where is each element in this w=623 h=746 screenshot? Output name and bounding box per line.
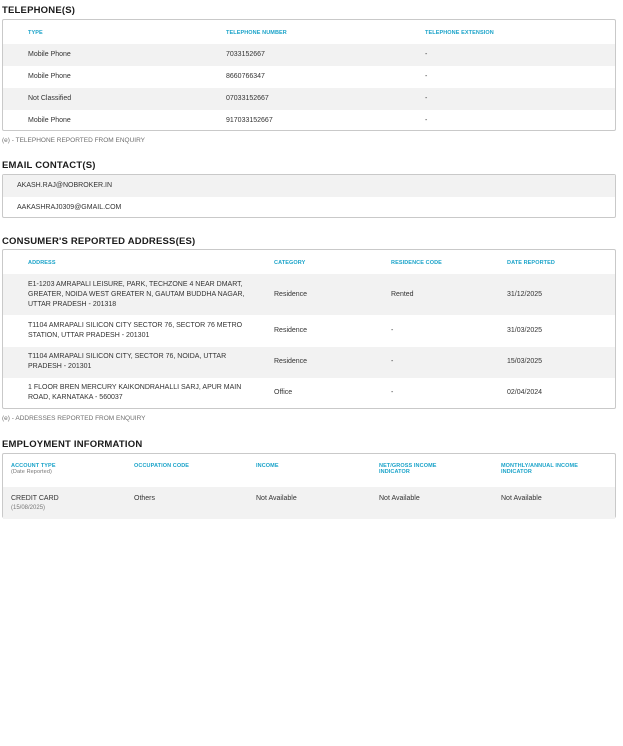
table-row bbox=[3, 378, 615, 409]
col-account-type: ACCOUNT TYPE (Date Reported) bbox=[11, 463, 56, 475]
phone-type: Not Classified bbox=[28, 95, 72, 102]
address-category: Residence bbox=[274, 327, 308, 334]
table-row bbox=[3, 315, 615, 347]
address-text: T1104 AMRAPALI SILICON CITY SECTOR 76, SECTOR 76 METRO STATION, UTTAR PRADESH - 201301 bbox=[28, 322, 243, 339]
telephones-table bbox=[2, 19, 616, 131]
list-item bbox=[3, 197, 615, 219]
address-date: 31/03/2025 bbox=[507, 327, 543, 334]
table-row bbox=[3, 110, 615, 132]
address-residence-code: - bbox=[391, 358, 394, 365]
addresses-table bbox=[2, 249, 616, 409]
employment-title: EMPLOYMENT INFORMATION bbox=[2, 439, 143, 450]
table-row bbox=[3, 347, 615, 378]
phone-type: Mobile Phone bbox=[28, 73, 71, 80]
address-date: 31/12/2025 bbox=[507, 291, 543, 298]
monthly-annual-income: Not Available bbox=[501, 495, 542, 502]
address-text: E1-1203 AMRAPALI LEISURE, PARK, TECHZONE 4 NEAR DMART, GREATER, NOIDA WEST GREATER N, GAUTAM BUDDHA NAGAR, UTTAR PRADESH - 201318 bbox=[28, 281, 245, 308]
phone-number: 917033152667 bbox=[226, 117, 273, 124]
phone-type: Mobile Phone bbox=[28, 51, 71, 58]
phone-number: 8660766347 bbox=[226, 73, 265, 80]
col-monthly-annual-income: MONTHLY/ANNUAL INCOME INDICATOR bbox=[501, 463, 578, 475]
col-type: TYPE bbox=[28, 30, 43, 36]
col-occupation-code: OCCUPATION CODE bbox=[134, 463, 190, 469]
addresses-title: CONSUMER'S REPORTED ADDRESS(ES) bbox=[2, 236, 196, 247]
employment-table bbox=[2, 453, 616, 518]
email-address: AAKASHRAJ0309@GMAIL.COM bbox=[17, 204, 122, 211]
address-residence-code: Rented bbox=[391, 291, 414, 298]
address-date: 02/04/2024 bbox=[507, 389, 543, 396]
phone-number: 07033152667 bbox=[226, 95, 269, 102]
phone-extension: - bbox=[425, 95, 428, 102]
email-address: AKASH.RAJ@NOBROKER.IN bbox=[17, 182, 113, 189]
col-net-gross-income: NET/GROSS INCOME INDICATOR bbox=[379, 463, 437, 475]
phone-type: Mobile Phone bbox=[28, 117, 71, 124]
telephones-title: TELEPHONE(S) bbox=[2, 5, 76, 16]
emails-table bbox=[2, 174, 616, 218]
col-residence-code: RESIDENCE CODE bbox=[391, 260, 442, 266]
address-category: Residence bbox=[274, 358, 308, 365]
telephones-note: (e) - TELEPHONE REPORTED FROM ENQUIRY bbox=[2, 137, 146, 144]
address-text: 1 FLOOR BREN MERCURY KAIKONDRAHALLI SARJ, APUR MAIN ROAD, KARNATAKA - 560037 bbox=[28, 384, 242, 401]
table-row bbox=[3, 487, 615, 519]
col-account-type-sub: (Date Reported) bbox=[11, 469, 52, 475]
phone-extension: - bbox=[425, 73, 428, 80]
col-category: CATEGORY bbox=[274, 260, 306, 266]
occupation-code: Others bbox=[134, 495, 156, 502]
income: Not Available bbox=[256, 495, 297, 502]
table-row bbox=[3, 66, 615, 88]
col-telephone-extension: TELEPHONE EXTENSION bbox=[425, 30, 494, 36]
addresses-note: (e) - ADDRESSES REPORTED FROM ENQUIRY bbox=[2, 415, 146, 422]
address-category: Residence bbox=[274, 291, 308, 298]
address-category: Office bbox=[274, 389, 293, 396]
phone-extension: - bbox=[425, 117, 428, 124]
table-row bbox=[3, 88, 615, 110]
phone-extension: - bbox=[425, 51, 428, 58]
address-text: T1104 AMRAPALI SILICON CITY, SECTOR 76, NOIDA, UTTAR PRADESH - 201301 bbox=[28, 353, 227, 370]
address-date: 15/03/2025 bbox=[507, 358, 543, 365]
col-address: ADDRESS bbox=[28, 260, 56, 266]
col-income: INCOME bbox=[256, 463, 279, 469]
table-row bbox=[3, 44, 615, 66]
list-item bbox=[3, 175, 615, 197]
date-reported: (15/08/2025) bbox=[11, 505, 46, 511]
address-residence-code: - bbox=[391, 327, 394, 334]
phone-number: 7033152667 bbox=[226, 51, 265, 58]
emails-title: EMAIL CONTACT(S) bbox=[2, 160, 96, 171]
col-date-reported: DATE REPORTED bbox=[507, 260, 555, 266]
account-type: CREDIT CARD (15/08/2025) bbox=[11, 495, 59, 511]
table-row bbox=[3, 274, 615, 315]
address-residence-code: - bbox=[391, 389, 394, 396]
col-telephone-number: TELEPHONE NUMBER bbox=[226, 30, 287, 36]
net-gross-income: Not Available bbox=[379, 495, 420, 502]
